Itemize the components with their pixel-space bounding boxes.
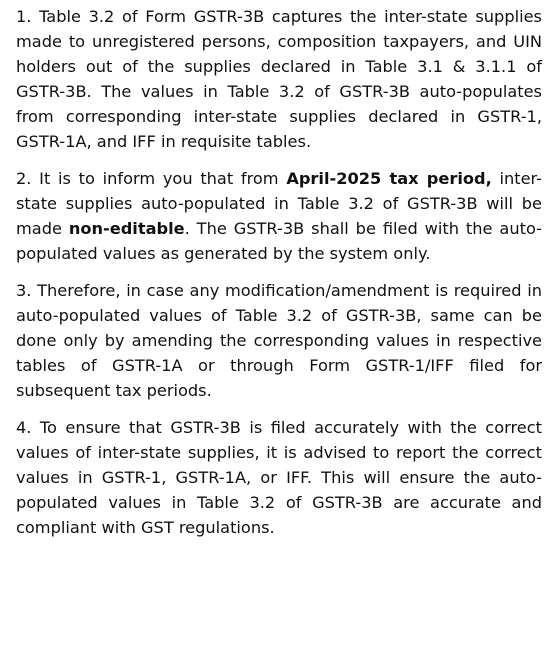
non-editable-highlight: non-editable [68, 219, 185, 238]
paragraph-2-text-a: 2. It is to inform you that from [16, 169, 287, 188]
paragraph-3: 3. Therefore, in case any modification/amendment is required in auto-populated values of Table 3.2 of GSTR-3B, same can be done only by amending the corresponding values in respective tables of GSTR-1A or through Form GSTR-1/IFF filed for subsequent tax periods. [16, 281, 542, 400]
paragraph-4: 4. To ensure that GSTR-3B is filed accurately with the correct values of inter-state supplies, it is advised to report the correct values in GSTR-1, GSTR-1A, or IFF. This will ensure the auto-populated values in Table 3.2 of GSTR-3B are accurate and compliant with GST regulations. [16, 418, 542, 537]
paragraph-2 [16, 166, 542, 266]
tax-period-highlight: April-2025 tax period, [286, 169, 492, 188]
paragraph-2-text-c: . The GSTR-3B shall be filed with the auto-populated values as generated by the system only. [16, 219, 542, 263]
paragraph-1: 1. Table 3.2 of Form GSTR-3B captures the inter-state supplies made to unregistered persons, composition taxpayers, and UIN holders out of the supplies declared in Table 3.1 & 3.1.1 of GSTR-3B. The values in Table 3.2 of GSTR-3B auto-populates from corresponding inter-state supplies declared in GSTR-1, GSTR-1A, and IFF in requisite tables. [16, 7, 542, 151]
paragraph-2-text-b: inter-state supplies auto-populated in Table 3.2 of GSTR-3B will be made [16, 169, 543, 238]
